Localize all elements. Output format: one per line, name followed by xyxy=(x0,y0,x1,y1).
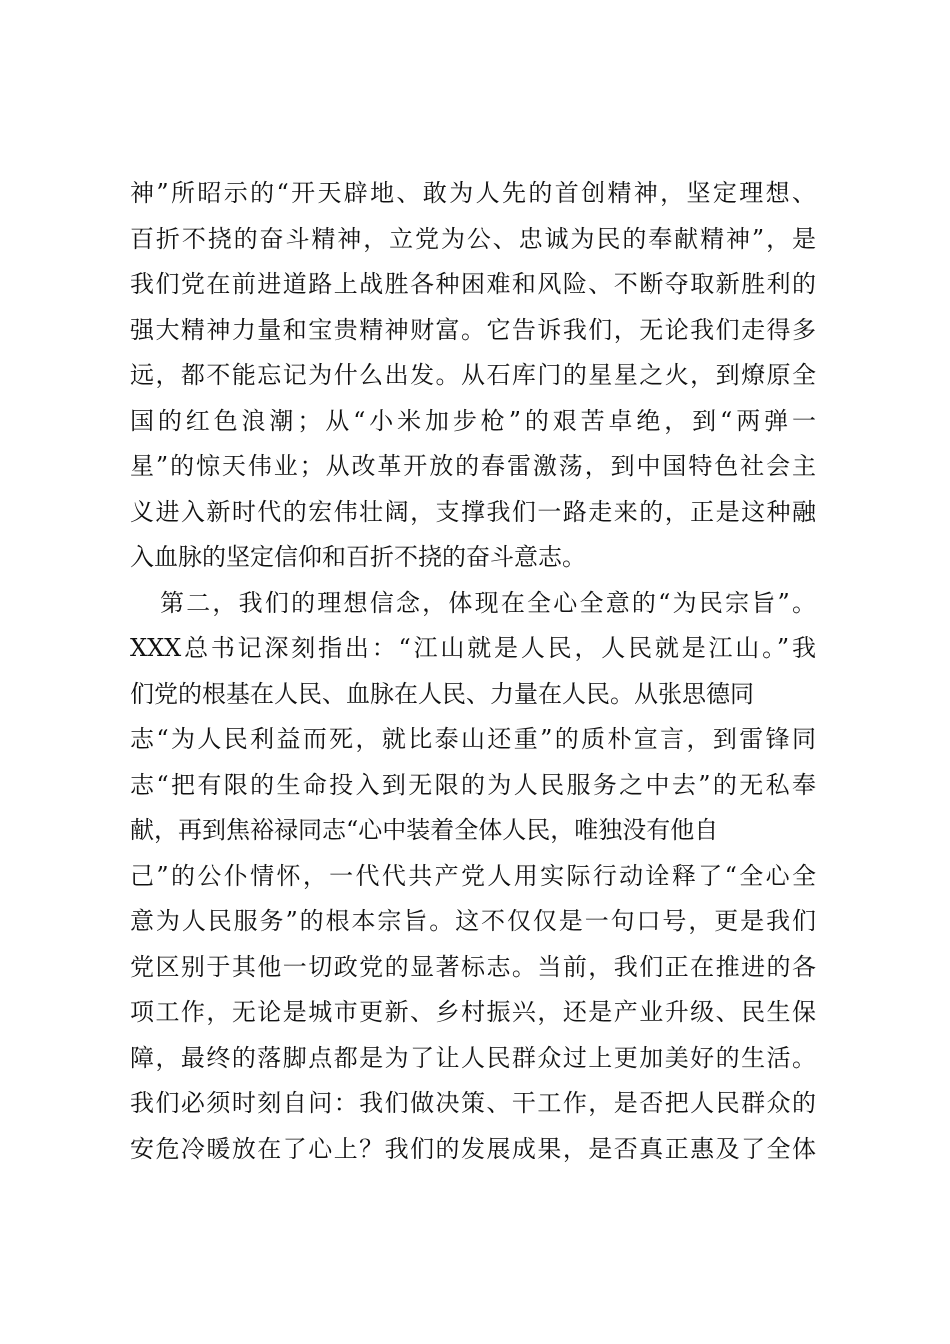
text-line: 神”所昭示的“开天辟地、敢为人先的首创精神，坚定理想、 xyxy=(130,179,816,207)
text-line: 献，再到焦裕禄同志“心中装着全体人民，唯独没有他自 xyxy=(130,816,719,844)
text-line: 障，最终的落脚点都是为了让人民群众过上更加美好的生活。 xyxy=(130,1044,816,1072)
text-line: 我们党在前进道路上战胜各种困难和风险、不断夺取新胜利的 xyxy=(130,270,816,298)
text-line: 国的红色浪潮；从“小米加步枪”的艰苦卓绝，到“两弹一 xyxy=(130,407,816,435)
text-line: 强大精神力量和宝贵精神财富。它告诉我们，无论我们走得多 xyxy=(130,316,816,344)
text-line: 百折不挠的奋斗精神，立党为公、忠诚为民的奉献精神”，是 xyxy=(130,225,816,253)
text-line: 我们必须时刻自问：我们做决策、干工作，是否把人民群众的 xyxy=(130,1089,816,1117)
text-line: 己”的公仆情怀，一代代共产党人用实际行动诠释了“全心全 xyxy=(130,862,816,890)
text-line: 志“为人民利益而死，就比泰山还重”的质朴宣言，到雷锋同 xyxy=(130,725,816,753)
text-line: XXX总书记深刻指出：“江山就是人民，人民就是江山。”我 xyxy=(130,634,816,662)
text-line: 星”的惊天伟业；从改革开放的春雷激荡，到中国特色社会主 xyxy=(130,452,816,480)
text-line: 志“把有限的生命投入到无限的为人民服务之中去”的无私奉 xyxy=(130,771,816,799)
text-line: 项工作，无论是城市更新、乡村振兴，还是产业升级、民生保 xyxy=(130,998,816,1026)
text-line: 入血脉的坚定信仰和百折不挠的奋斗意志。 xyxy=(130,543,586,571)
text-line: 义进入新时代的宏伟壮阔，支撑我们一路走来的，正是这种融 xyxy=(130,498,816,526)
text-line: 意为人民服务”的根本宗旨。这不仅仅是一句口号，更是我们 xyxy=(130,907,816,935)
text-line: 党区别于其他一切政党的显著标志。当前，我们正在推进的各 xyxy=(130,953,816,981)
paragraph-start-line: 第二，我们的理想信念，体现在全心全意的“为民宗旨”。 xyxy=(160,589,816,617)
text-line: 安危冷暖放在了心上？我们的发展成果，是否真正惠及了全体 xyxy=(130,1135,816,1163)
text-line: 远，都不能忘记为什么出发。从石库门的星星之火，到燎原全 xyxy=(130,361,816,389)
text-line: 们党的根基在人民、血脉在人民、力量在人民。从张思德同 xyxy=(130,680,754,708)
